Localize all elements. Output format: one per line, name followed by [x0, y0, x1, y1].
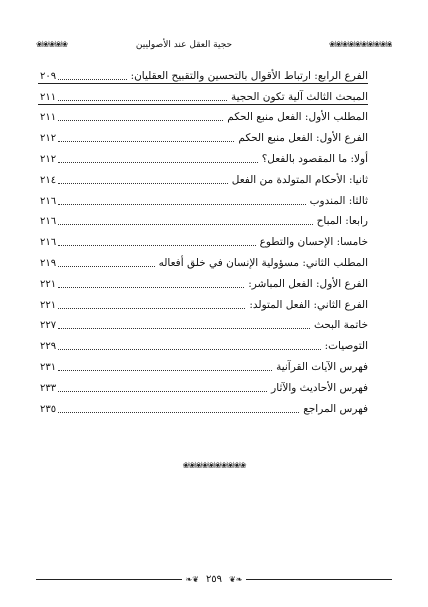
toc-dot-leader: [58, 412, 299, 413]
toc-entry-title: خامسا: الإحسان والتطوع: [259, 236, 368, 249]
toc-entry-page: ٢١٦: [40, 237, 57, 249]
toc-entry-page: ٢١٢: [40, 133, 57, 145]
toc-entry: [40, 312, 368, 333]
toc-entry-page: ٢٠٩: [40, 70, 57, 82]
toc-entry: [40, 208, 368, 229]
toc-entry-page: ٢٣٥: [40, 403, 57, 415]
toc-entry-title: رابعا: المباح: [316, 215, 368, 228]
toc-entry-page: ٢١١: [40, 112, 57, 124]
toc-dot-leader: [58, 120, 223, 121]
toc-entry-title: فهرس المراجع: [303, 402, 368, 415]
header-title: حجية العقل عند الأصوليين: [135, 40, 233, 50]
toc-entry-page: ٢٢١: [40, 278, 57, 290]
toc-dot-leader: [58, 79, 126, 80]
toc-dot-leader: [58, 308, 245, 309]
toc-dot-leader: [58, 100, 227, 101]
toc-entry: [40, 187, 368, 208]
toc-entry: [40, 332, 368, 353]
toc-dot-leader: [58, 349, 320, 350]
toc-entry-title: ثانيا: الأحكام المتولدة من الفعل: [231, 173, 368, 186]
toc-entry: [40, 145, 368, 166]
toc-dot-leader: [58, 245, 255, 246]
toc-entry-title: المطلب الثاني: مسؤولية الإنسان في خلق أفعاله: [158, 256, 368, 269]
toc-entry-title: الفرع الثاني: الفعل المتولد:: [249, 298, 368, 311]
toc-entry-page: ٢١٦: [40, 195, 57, 207]
toc-entry-title: الفرع الأول: الفعل منبع الحكم: [238, 132, 368, 145]
toc-entry: [40, 83, 368, 104]
toc-entry: [40, 270, 368, 291]
toc-entry-title: فهرس الآيات القرآنية: [276, 360, 368, 373]
toc-entry-title: فهرس الأحاديث والآثار: [271, 381, 368, 394]
toc-dot-leader: [58, 328, 310, 329]
end-ornament: ❀⦚❀⦚❀⦚❀⦚❀⦚❀⦚❀⦚❀⦚❀⦚❀: [182, 461, 246, 470]
toc-entry-title: المطلب الأول: الفعل منبع الحكم: [227, 111, 368, 124]
toc-dot-leader: [58, 287, 244, 288]
toc-entry: [40, 249, 368, 270]
toc-dot-leader: [58, 370, 272, 371]
toc-dot-leader: [58, 391, 267, 392]
toc-dot-leader: [58, 141, 234, 142]
toc-entry-page: ٢١٩: [40, 257, 57, 269]
header-ornament-right: ❀⦚❀⦚❀⦚❀⦚❀⦚❀⦚❀⦚❀⦚❀⦚❀: [328, 40, 392, 49]
header-ornament-left: ❀⦚❀⦚❀⦚❀⦚❀: [36, 40, 68, 49]
toc-entry-title: ثالثا: المندوب: [309, 194, 368, 207]
toc-entry-title: أولا: ما المقصود بالفعل؟: [261, 152, 368, 165]
toc-entry-page: ٢٢٩: [40, 341, 57, 353]
toc-entry-title: خاتمة البحث: [313, 319, 368, 332]
page-footer: [36, 572, 392, 586]
toc-entry-page: ٢٢١: [40, 299, 57, 311]
toc-entry: [40, 353, 368, 374]
toc-entry-page: ٢١٤: [40, 174, 57, 186]
toc-entry-page: ٢١١: [40, 91, 57, 103]
toc-entry-page: ٢٣١: [40, 361, 57, 373]
footer-line-left: [36, 579, 182, 580]
toc-entry-title: التوصيات:: [324, 340, 368, 353]
toc-entry: [40, 124, 368, 145]
toc-dot-leader: [58, 266, 154, 267]
toc-dot-leader: [58, 204, 305, 205]
toc-dot-leader: [58, 224, 312, 225]
toc-dot-leader: [58, 183, 228, 184]
toc-dot-leader: [58, 162, 258, 163]
toc-entry: [40, 228, 368, 249]
toc-entry-title: المبحث الثالث آلية تكون الحجية: [230, 90, 368, 103]
table-of-contents: [40, 62, 368, 416]
footer-deco-left: ❧❦: [185, 574, 199, 584]
toc-entry: [40, 374, 368, 395]
toc-entry: [40, 62, 368, 83]
toc-entry-page: ٢٣٣: [40, 382, 57, 394]
toc-entry-page: ٢١٢: [40, 153, 57, 165]
footer-line-right: [246, 579, 392, 580]
footer-deco-right: ❦❧: [229, 574, 243, 584]
toc-entry-page: ٢٢٧: [40, 320, 57, 332]
running-header: [36, 38, 392, 52]
toc-entry: [40, 104, 368, 125]
toc-entry-title: الفرع الأول: الفعل المباشر:: [248, 277, 368, 290]
toc-entry-page: ٢١٦: [40, 216, 57, 228]
toc-entry-title: الفرع الرابع: ارتباط الأقوال بالتحسين والتقبيح العقليان:: [130, 69, 368, 82]
page-number: ٢٥٩: [205, 573, 223, 585]
toc-entry: [40, 166, 368, 187]
toc-entry: [40, 395, 368, 416]
toc-entry: [40, 291, 368, 312]
